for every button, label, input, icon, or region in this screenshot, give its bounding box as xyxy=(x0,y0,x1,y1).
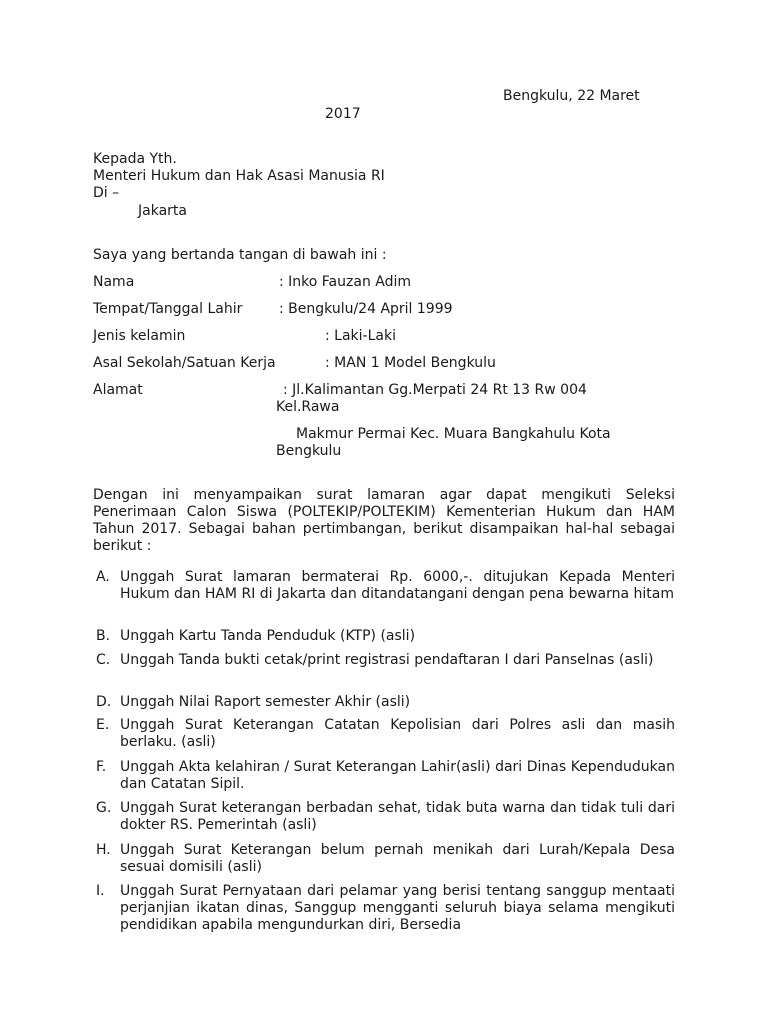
addressee-city: Jakarta xyxy=(138,203,187,219)
list-item-letter: H. xyxy=(96,842,111,858)
list-item-letter: C. xyxy=(96,652,111,668)
list-item-text: Unggah Surat Pernyataan dari pelamar yang berisi tentang sanggup mentaati perjanjian ikatan dinas, Sanggup mengganti seluruh biaya selama mengikuti pendidikan apabila mengundurkan diri, Bersedia xyxy=(120,883,675,933)
list-item-text: Unggah Nilai Raport semester Akhir (asli) xyxy=(120,694,411,710)
list-item-letter: F. xyxy=(96,759,107,775)
list-item-text: Unggah Surat Keterangan Catatan Kepolisian dari Polres asli dan masih berlaku. (asli) xyxy=(120,717,675,750)
field-nama-label: Nama xyxy=(93,274,135,290)
place-date-line2: 2017 xyxy=(325,106,361,122)
list-item-text: Unggah Kartu Tanda Penduduk (KTP) (asli) xyxy=(120,628,416,644)
addressee-di: Di – xyxy=(93,185,120,201)
list-item-text: Unggah Surat Keterangan belum pernah menikah dari Lurah/Kepala Desa sesuai domisili (asli) xyxy=(120,842,675,875)
field-sekolah-value: : MAN 1 Model Bengkulu xyxy=(325,355,496,371)
field-alamat-line3: Makmur Permai Kec. Muara Bangkahulu Kota xyxy=(296,426,611,442)
list-item-text: Unggah Akta kelahiran / Surat Keterangan Lahir(asli) dari Dinas Kependudukan dan Catatan Sipil. xyxy=(120,759,675,792)
addressee-greeting: Kepada Yth. xyxy=(93,151,177,167)
field-alamat-line2: Kel.Rawa xyxy=(276,399,340,415)
intro-line: Saya yang bertanda tangan di bawah ini : xyxy=(93,247,387,263)
field-jk-label: Jenis kelamin xyxy=(93,328,186,344)
list-item-text: Unggah Surat lamaran bermaterai Rp. 6000,-. ditujukan Kepada Menteri Hukum dan HAM RI di Jakarta dan ditandatangani dengan pena bewarna hitam xyxy=(120,569,675,602)
list-item-text: Unggah Tanda bukti cetak/print registrasi pendaftaran I dari Panselnas (asli) xyxy=(120,652,654,668)
list-item-letter: D. xyxy=(96,694,112,710)
field-alamat-label: Alamat xyxy=(93,382,143,398)
field-jk-value: : Laki-Laki xyxy=(325,328,396,344)
place-date-line1: Bengkulu, 22 Maret xyxy=(503,88,640,104)
field-nama-value: : Inko Fauzan Adim xyxy=(279,274,412,290)
field-ttl-value: : Bengkulu/24 April 1999 xyxy=(279,301,453,317)
list-item-letter: B. xyxy=(96,628,111,644)
field-alamat-line4: Bengkulu xyxy=(276,443,342,459)
body-paragraph: Dengan ini menyampaikan surat lamaran agar dapat mengikuti Seleksi Penerimaan Calon Siswa (POLTEKIP/POLTEKIM) Kementerian Hukum dan HAM Tahun 2017. Sebagai bahan pertimbangan, berikut disampaikan hal-hal sebagai berikut : xyxy=(93,487,675,554)
list-item-letter: G. xyxy=(96,800,112,816)
list-item-letter: A. xyxy=(96,569,110,585)
field-ttl-label: Tempat/Tanggal Lahir xyxy=(93,301,243,317)
addressee-name: Menteri Hukum dan Hak Asasi Manusia RI xyxy=(93,168,385,184)
field-alamat-line1: : Jl.Kalimantan Gg.Merpati 24 Rt 13 Rw 004 xyxy=(283,382,587,398)
list-item-letter: I. xyxy=(96,883,105,899)
list-item-letter: E. xyxy=(96,717,110,733)
list-item-text: Unggah Surat keterangan berbadan sehat, tidak buta warna dan tidak tuli dari dokter RS. Pemerintah (asli) xyxy=(120,800,675,833)
field-sekolah-label: Asal Sekolah/Satuan Kerja xyxy=(93,355,276,371)
